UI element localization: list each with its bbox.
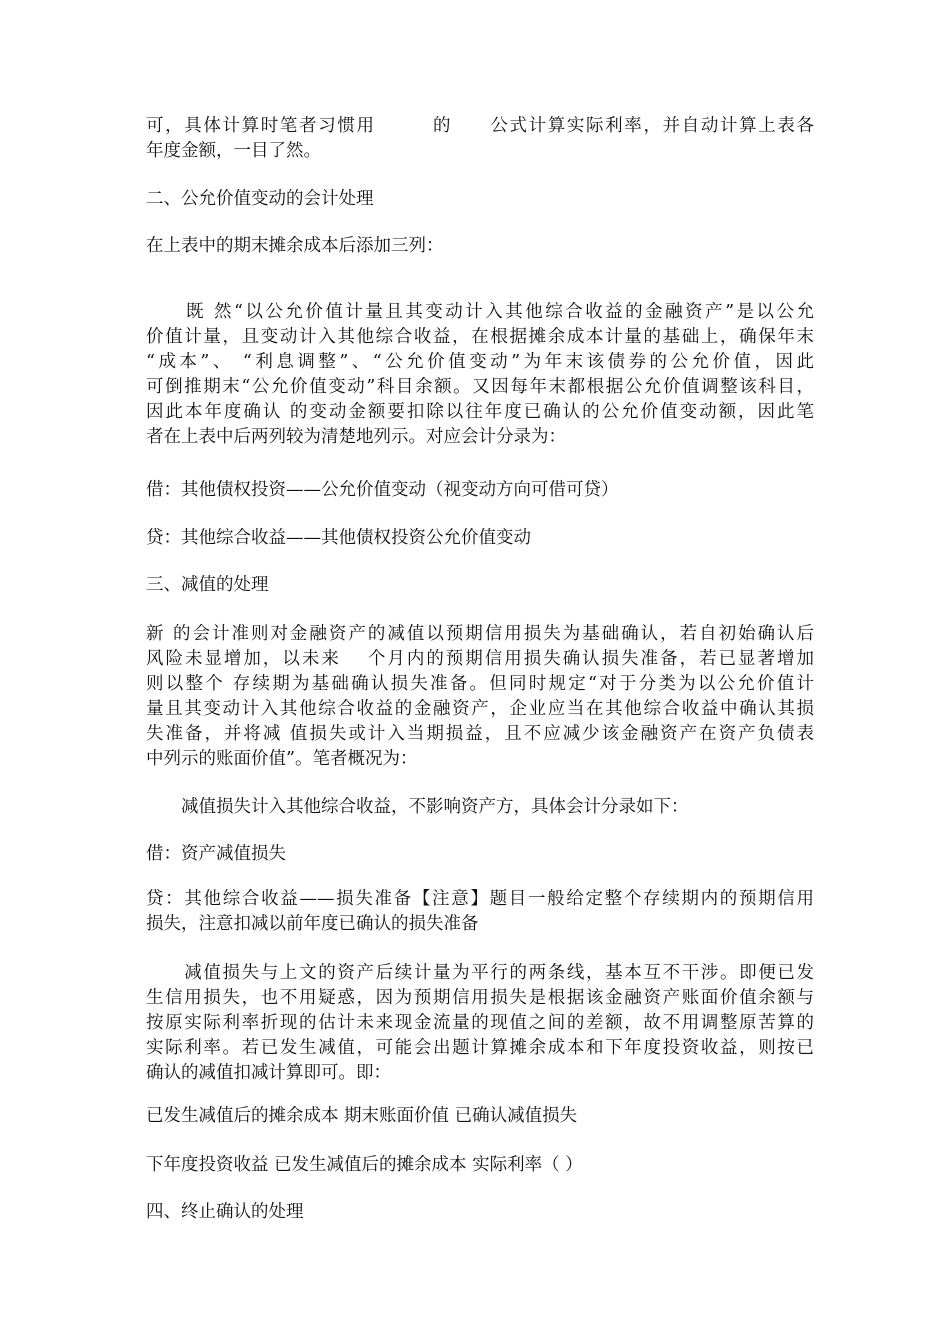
text-line: 中列示的账面价值”。笔者概况为： <box>146 749 418 769</box>
text-line: 确认的减值扣减计算即可。即： <box>146 1063 391 1083</box>
text-line: 减值损失与上文的资产后续计量为平行的两条线，基本互不干涉。即便已发 <box>146 963 814 983</box>
formula-line: 下年度投资收益 已发生减值后的摊余成本 实际利率（ ） <box>146 1155 583 1175</box>
text-line: 减值损失计入其他综合收益，不影响资产方，具体会计分录如下： <box>146 797 689 817</box>
text-line: 量且其变动计入其他综合收益的金融资产，企业应当在其他综合收益中确认其损 <box>146 699 814 719</box>
text-line: 年度金额，一目了然。 <box>146 141 321 161</box>
formula-line: 已发生减值后的摊余成本 期末账面价值 已确认减值损失 <box>146 1106 578 1126</box>
text-line: 可倒推期末“公允价值变动”科目余额。又因每年末都根据公允价值调整该科目， <box>146 377 814 397</box>
entry-credit: 贷：其他综合收益——其他债权投资公允价值变动 <box>146 528 531 548</box>
text-line: 既 然“以公允价值计量且其变动计入其他综合收益的金融资产”是以公允 <box>146 302 814 322</box>
section-heading: 二、公允价值变动的会计处理 <box>146 189 374 209</box>
entry-debit: 借：资产减值损失 <box>146 844 286 864</box>
text-line: “成本”、 “利息调整”、“公允价值变动”为年末该债券的公允价值，因此 <box>146 352 814 372</box>
text-line: 价值计量，且变动计入其他综合收益，在根据摊余成本计量的基础上，确保年末 <box>146 327 814 347</box>
text-line: 生信用损失，也不用疑惑，因为预期信用损失是根据该金融资产账面价值余额与 <box>146 988 814 1008</box>
text-line: 者在上表中后两列较为清楚地列示。对应会计分录为： <box>146 427 566 447</box>
text-line: 在上表中的期末摊余成本后添加三列： <box>146 236 444 256</box>
text-line: 损失，注意扣减以前年度已确认的损失准备 <box>146 914 479 934</box>
section-heading: 三、减值的处理 <box>146 575 269 595</box>
text-line: 则以整个 存续期为基础确认损失准备。但同时规定“对于分类为以公允价值计 <box>146 674 814 694</box>
text-line: 风险未显增加，以未来 个月内的预期信用损失确认损失准备，若已显著增加 <box>146 649 814 669</box>
entry-credit: 贷：其他综合收益——损失准备【注意】题目一般给定整个存续期内的预期信用 <box>146 889 814 909</box>
text-line: 按原实际利率折现的估计未来现金流量的现值之间的差额，故不用调整原苦算的 <box>146 1013 814 1033</box>
text-line: 可，具体计算时笔者习惯用 的 公式计算实际利率，并自动计算上表各 <box>146 116 814 136</box>
entry-debit: 借：其他债权投资——公允价值变动（视变动方向可借可贷） <box>146 480 619 500</box>
text-line: 因此本年度确认 的变动金额要扣除以往年度已确认的公允价值变动额，因此笔 <box>146 402 814 422</box>
text-line: 实际利率。若已发生减值，可能会出题计算摊余成本和下年度投资收益，则按已 <box>146 1038 814 1058</box>
section-heading: 四、终止确认的处理 <box>146 1202 304 1222</box>
text-line: 失准备，并将减 值损失或计入当期损益，且不应减少该金融资产在资产负债表 <box>146 724 814 744</box>
text-line: 新 的会计准则对金融资产的减值以预期信用损失为基础确认，若自初始确认后 <box>146 624 814 644</box>
